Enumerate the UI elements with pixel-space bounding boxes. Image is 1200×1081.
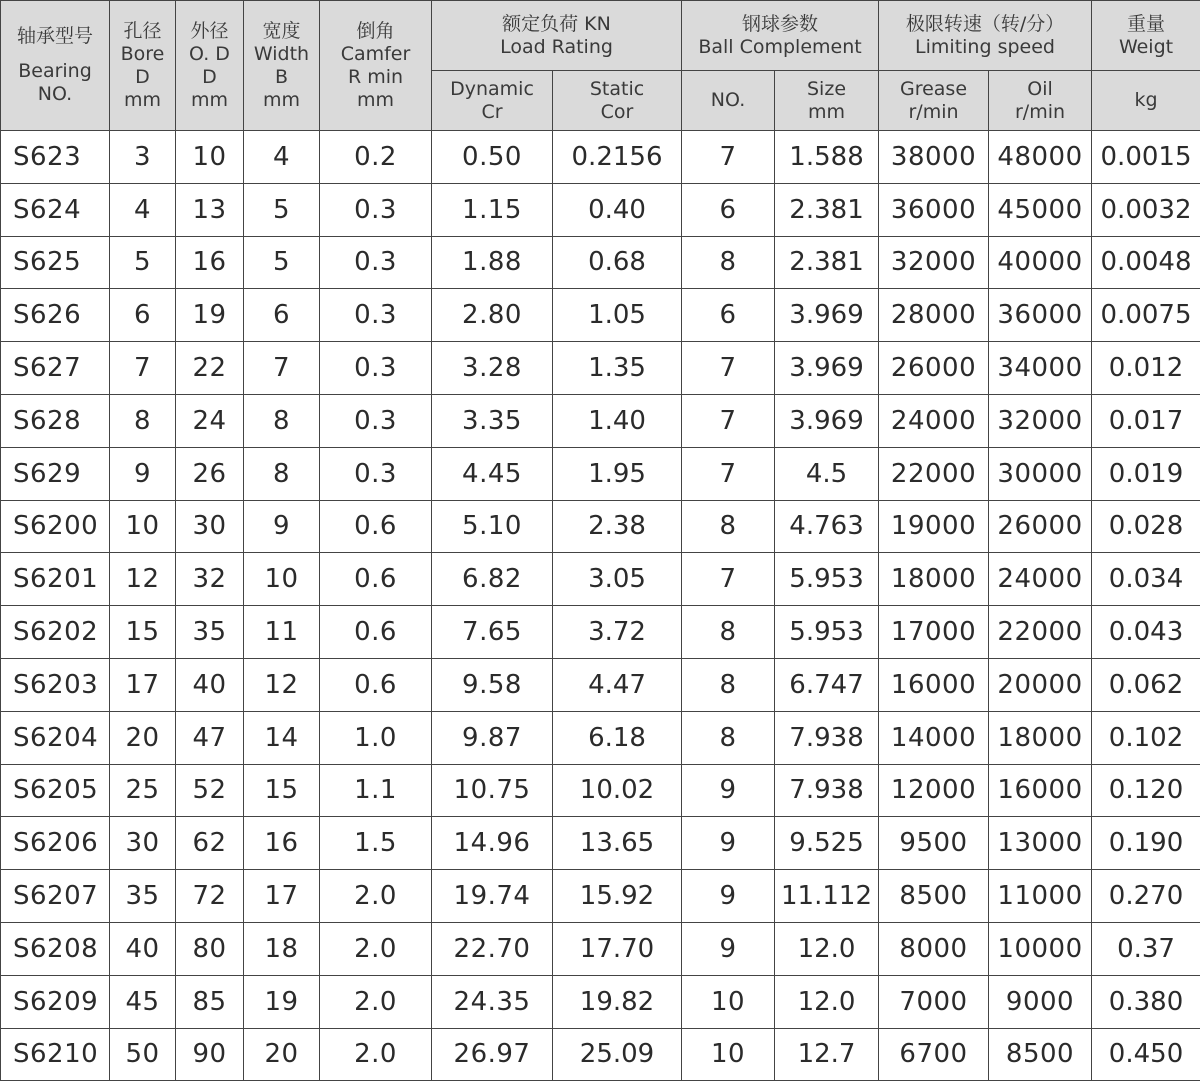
cell-ball-size: 1.588 (775, 131, 879, 184)
cell-oil-speed: 32000 (989, 394, 1092, 447)
cell-ball-count: 7 (682, 447, 775, 500)
cell-dynamic-load: 2.80 (432, 289, 553, 342)
cell-bearing-no: S626 (1, 289, 110, 342)
cell-dynamic-load: 24.35 (432, 975, 553, 1028)
cell-static-load: 19.82 (553, 975, 682, 1028)
cell-bore: 3 (110, 131, 176, 184)
cell-bearing-no: S6210 (1, 1028, 110, 1081)
header-limiting-speed: 极限转速（转/分） Limiting speed (879, 1, 1092, 71)
cell-outer-diameter: 72 (176, 870, 244, 923)
cell-grease-speed: 38000 (879, 131, 989, 184)
cell-ball-size: 12.0 (775, 975, 879, 1028)
table-row (1, 447, 1200, 500)
cell-chamfer: 2.0 (320, 1028, 432, 1081)
cell-bore: 7 (110, 342, 176, 395)
cell-width: 11 (244, 606, 320, 659)
header-grease: Grease r/min (879, 71, 989, 131)
cell-chamfer: 2.0 (320, 922, 432, 975)
cell-width: 17 (244, 870, 320, 923)
cell-chamfer: 0.3 (320, 342, 432, 395)
cell-outer-diameter: 90 (176, 1028, 244, 1081)
cell-oil-speed: 8500 (989, 1028, 1092, 1081)
cell-bore: 20 (110, 711, 176, 764)
cell-width: 8 (244, 394, 320, 447)
cell-static-load: 6.18 (553, 711, 682, 764)
cell-grease-speed: 19000 (879, 500, 989, 553)
cell-ball-count: 8 (682, 711, 775, 764)
cell-static-load: 0.68 (553, 236, 682, 289)
header-ball-complement: 钢球参数 Ball Complement (682, 1, 879, 71)
cell-outer-diameter: 80 (176, 922, 244, 975)
cell-bearing-no: S624 (1, 183, 110, 236)
cell-grease-speed: 6700 (879, 1028, 989, 1081)
table-row (1, 870, 1200, 923)
cell-width: 18 (244, 922, 320, 975)
cell-static-load: 1.35 (553, 342, 682, 395)
cell-ball-size: 7.938 (775, 764, 879, 817)
cell-grease-speed: 16000 (879, 658, 989, 711)
cell-weight: 0.062 (1092, 658, 1200, 711)
cell-weight: 0.380 (1092, 975, 1200, 1028)
cell-bore: 9 (110, 447, 176, 500)
cell-ball-size: 3.969 (775, 289, 879, 342)
cell-weight: 0.019 (1092, 447, 1200, 500)
header-weight: 重量 Weigt (1092, 1, 1200, 71)
cell-ball-count: 8 (682, 658, 775, 711)
cell-weight: 0.0015 (1092, 131, 1200, 184)
cell-static-load: 3.72 (553, 606, 682, 659)
cell-bore: 25 (110, 764, 176, 817)
cell-outer-diameter: 10 (176, 131, 244, 184)
cell-width: 8 (244, 447, 320, 500)
cell-ball-count: 7 (682, 131, 775, 184)
cell-bore: 5 (110, 236, 176, 289)
cell-dynamic-load: 26.97 (432, 1028, 553, 1081)
cell-ball-size: 12.7 (775, 1028, 879, 1081)
cell-weight: 0.190 (1092, 817, 1200, 870)
cell-dynamic-load: 3.28 (432, 342, 553, 395)
cell-grease-speed: 7000 (879, 975, 989, 1028)
table-row (1, 342, 1200, 395)
table-row (1, 183, 1200, 236)
cell-bearing-no: S623 (1, 131, 110, 184)
table-row (1, 606, 1200, 659)
cell-chamfer: 0.6 (320, 658, 432, 711)
cell-outer-diameter: 30 (176, 500, 244, 553)
cell-width: 9 (244, 500, 320, 553)
cell-bore: 45 (110, 975, 176, 1028)
cell-outer-diameter: 13 (176, 183, 244, 236)
cell-bearing-no: S6200 (1, 500, 110, 553)
cell-ball-size: 2.381 (775, 183, 879, 236)
cell-grease-speed: 8500 (879, 870, 989, 923)
cell-weight: 0.450 (1092, 1028, 1200, 1081)
cell-dynamic-load: 14.96 (432, 817, 553, 870)
cell-static-load: 15.92 (553, 870, 682, 923)
table-row (1, 553, 1200, 606)
cell-outer-diameter: 85 (176, 975, 244, 1028)
cell-ball-count: 7 (682, 342, 775, 395)
cell-oil-speed: 40000 (989, 236, 1092, 289)
cell-bore: 40 (110, 922, 176, 975)
cell-oil-speed: 9000 (989, 975, 1092, 1028)
cell-weight: 0.0032 (1092, 183, 1200, 236)
cell-grease-speed: 9500 (879, 817, 989, 870)
cell-width: 5 (244, 183, 320, 236)
cell-ball-count: 8 (682, 606, 775, 659)
cell-grease-speed: 12000 (879, 764, 989, 817)
table-row (1, 1028, 1200, 1081)
cell-chamfer: 0.3 (320, 394, 432, 447)
cell-bore: 15 (110, 606, 176, 659)
cell-ball-size: 12.0 (775, 922, 879, 975)
cell-ball-size: 3.969 (775, 394, 879, 447)
cell-ball-size: 9.525 (775, 817, 879, 870)
table-row (1, 236, 1200, 289)
cell-bore: 17 (110, 658, 176, 711)
cell-chamfer: 0.6 (320, 606, 432, 659)
cell-dynamic-load: 7.65 (432, 606, 553, 659)
table-row (1, 764, 1200, 817)
table-header (1, 1, 1200, 131)
cell-oil-speed: 18000 (989, 711, 1092, 764)
header-bearing-no: 轴承型号 Bearing NO. (1, 1, 110, 131)
cell-bearing-no: S6205 (1, 764, 110, 817)
header-bore: 孔径 Bore D mm (110, 1, 176, 131)
cell-bore: 10 (110, 500, 176, 553)
cell-weight: 0.37 (1092, 922, 1200, 975)
cell-bearing-no: S6201 (1, 553, 110, 606)
cell-outer-diameter: 26 (176, 447, 244, 500)
cell-grease-speed: 14000 (879, 711, 989, 764)
cell-static-load: 1.40 (553, 394, 682, 447)
cell-bearing-no: S6209 (1, 975, 110, 1028)
cell-width: 7 (244, 342, 320, 395)
cell-ball-size: 3.969 (775, 342, 879, 395)
cell-grease-speed: 24000 (879, 394, 989, 447)
cell-ball-count: 6 (682, 183, 775, 236)
cell-width: 12 (244, 658, 320, 711)
table-row (1, 658, 1200, 711)
cell-bearing-no: S6207 (1, 870, 110, 923)
cell-static-load: 25.09 (553, 1028, 682, 1081)
cell-ball-size: 7.938 (775, 711, 879, 764)
cell-dynamic-load: 9.58 (432, 658, 553, 711)
header-chamfer: 倒角 Camfer R min mm (320, 1, 432, 131)
cell-oil-speed: 11000 (989, 870, 1092, 923)
cell-weight: 0.012 (1092, 342, 1200, 395)
cell-static-load: 2.38 (553, 500, 682, 553)
header-load-rating: 额定负荷 KN Load Rating (432, 1, 682, 71)
table-row (1, 711, 1200, 764)
cell-oil-speed: 22000 (989, 606, 1092, 659)
cell-bearing-no: S6203 (1, 658, 110, 711)
cell-width: 16 (244, 817, 320, 870)
cell-ball-count: 9 (682, 817, 775, 870)
cell-width: 10 (244, 553, 320, 606)
header-width: 宽度 Width B mm (244, 1, 320, 131)
header-dynamic: Dynamic Cr (432, 71, 553, 131)
cell-ball-size: 5.953 (775, 606, 879, 659)
cell-bearing-no: S6208 (1, 922, 110, 975)
cell-weight: 0.034 (1092, 553, 1200, 606)
cell-outer-diameter: 19 (176, 289, 244, 342)
cell-ball-size: 5.953 (775, 553, 879, 606)
cell-static-load: 17.70 (553, 922, 682, 975)
cell-outer-diameter: 52 (176, 764, 244, 817)
cell-dynamic-load: 19.74 (432, 870, 553, 923)
cell-oil-speed: 20000 (989, 658, 1092, 711)
cell-chamfer: 0.6 (320, 553, 432, 606)
cell-ball-count: 9 (682, 922, 775, 975)
cell-width: 19 (244, 975, 320, 1028)
cell-outer-diameter: 40 (176, 658, 244, 711)
table-row (1, 394, 1200, 447)
cell-static-load: 1.05 (553, 289, 682, 342)
cell-grease-speed: 17000 (879, 606, 989, 659)
cell-static-load: 10.02 (553, 764, 682, 817)
cell-static-load: 13.65 (553, 817, 682, 870)
cell-weight: 0.0048 (1092, 236, 1200, 289)
cell-chamfer: 1.0 (320, 711, 432, 764)
cell-dynamic-load: 3.35 (432, 394, 553, 447)
cell-oil-speed: 24000 (989, 553, 1092, 606)
cell-chamfer: 0.3 (320, 183, 432, 236)
cell-oil-speed: 10000 (989, 922, 1092, 975)
cell-dynamic-load: 9.87 (432, 711, 553, 764)
cell-oil-speed: 13000 (989, 817, 1092, 870)
header-weight-unit: kg (1092, 71, 1200, 131)
cell-outer-diameter: 16 (176, 236, 244, 289)
cell-dynamic-load: 4.45 (432, 447, 553, 500)
cell-width: 5 (244, 236, 320, 289)
cell-grease-speed: 28000 (879, 289, 989, 342)
cell-oil-speed: 48000 (989, 131, 1092, 184)
cell-chamfer: 1.1 (320, 764, 432, 817)
cell-width: 6 (244, 289, 320, 342)
header-outer-diameter: 外径 O. D D mm (176, 1, 244, 131)
cell-ball-count: 7 (682, 394, 775, 447)
cell-dynamic-load: 1.88 (432, 236, 553, 289)
cell-outer-diameter: 62 (176, 817, 244, 870)
cell-bearing-no: S6206 (1, 817, 110, 870)
table-row (1, 817, 1200, 870)
table-body (1, 131, 1200, 1081)
cell-bore: 12 (110, 553, 176, 606)
cell-static-load: 0.40 (553, 183, 682, 236)
cell-ball-count: 10 (682, 1028, 775, 1081)
cell-chamfer: 2.0 (320, 870, 432, 923)
cell-ball-count: 7 (682, 553, 775, 606)
cell-oil-speed: 36000 (989, 289, 1092, 342)
cell-dynamic-load: 1.15 (432, 183, 553, 236)
cell-ball-size: 4.763 (775, 500, 879, 553)
cell-outer-diameter: 32 (176, 553, 244, 606)
cell-width: 20 (244, 1028, 320, 1081)
cell-bore: 50 (110, 1028, 176, 1081)
cell-chamfer: 2.0 (320, 975, 432, 1028)
table-row (1, 131, 1200, 184)
cell-chamfer: 0.6 (320, 500, 432, 553)
cell-weight: 0.270 (1092, 870, 1200, 923)
cell-ball-count: 8 (682, 236, 775, 289)
cell-weight: 0.017 (1092, 394, 1200, 447)
cell-ball-size: 11.112 (775, 870, 879, 923)
cell-bore: 6 (110, 289, 176, 342)
header-ball-no: NO. (682, 71, 775, 131)
cell-weight: 0.028 (1092, 500, 1200, 553)
cell-chamfer: 0.2 (320, 131, 432, 184)
cell-grease-speed: 22000 (879, 447, 989, 500)
cell-bearing-no: S6204 (1, 711, 110, 764)
cell-dynamic-load: 5.10 (432, 500, 553, 553)
cell-dynamic-load: 0.50 (432, 131, 553, 184)
cell-ball-size: 4.5 (775, 447, 879, 500)
cell-weight: 0.0075 (1092, 289, 1200, 342)
cell-width: 15 (244, 764, 320, 817)
cell-grease-speed: 36000 (879, 183, 989, 236)
header-static: Static Cor (553, 71, 682, 131)
cell-ball-count: 8 (682, 500, 775, 553)
cell-oil-speed: 45000 (989, 183, 1092, 236)
cell-bore: 30 (110, 817, 176, 870)
cell-grease-speed: 26000 (879, 342, 989, 395)
cell-grease-speed: 32000 (879, 236, 989, 289)
cell-weight: 0.043 (1092, 606, 1200, 659)
cell-bearing-no: S629 (1, 447, 110, 500)
cell-static-load: 0.2156 (553, 131, 682, 184)
cell-bearing-no: S6202 (1, 606, 110, 659)
cell-grease-speed: 18000 (879, 553, 989, 606)
cell-bearing-no: S625 (1, 236, 110, 289)
cell-oil-speed: 16000 (989, 764, 1092, 817)
cell-oil-speed: 34000 (989, 342, 1092, 395)
cell-grease-speed: 8000 (879, 922, 989, 975)
table-row (1, 500, 1200, 553)
cell-outer-diameter: 24 (176, 394, 244, 447)
cell-ball-count: 6 (682, 289, 775, 342)
cell-bearing-no: S627 (1, 342, 110, 395)
cell-outer-diameter: 22 (176, 342, 244, 395)
cell-chamfer: 0.3 (320, 447, 432, 500)
cell-ball-size: 6.747 (775, 658, 879, 711)
cell-ball-size: 2.381 (775, 236, 879, 289)
cell-bearing-no: S628 (1, 394, 110, 447)
table-row (1, 975, 1200, 1028)
cell-width: 14 (244, 711, 320, 764)
cell-dynamic-load: 10.75 (432, 764, 553, 817)
cell-bore: 35 (110, 870, 176, 923)
cell-oil-speed: 30000 (989, 447, 1092, 500)
cell-static-load: 4.47 (553, 658, 682, 711)
cell-dynamic-load: 6.82 (432, 553, 553, 606)
table-row (1, 922, 1200, 975)
cell-outer-diameter: 35 (176, 606, 244, 659)
cell-bore: 4 (110, 183, 176, 236)
cell-dynamic-load: 22.70 (432, 922, 553, 975)
cell-chamfer: 0.3 (320, 236, 432, 289)
cell-static-load: 3.05 (553, 553, 682, 606)
cell-bore: 8 (110, 394, 176, 447)
cell-oil-speed: 26000 (989, 500, 1092, 553)
cell-chamfer: 1.5 (320, 817, 432, 870)
cell-outer-diameter: 47 (176, 711, 244, 764)
cell-chamfer: 0.3 (320, 289, 432, 342)
cell-ball-count: 10 (682, 975, 775, 1028)
cell-static-load: 1.95 (553, 447, 682, 500)
cell-weight: 0.120 (1092, 764, 1200, 817)
header-ball-size: Size mm (775, 71, 879, 131)
cell-weight: 0.102 (1092, 711, 1200, 764)
cell-ball-count: 9 (682, 870, 775, 923)
cell-width: 4 (244, 131, 320, 184)
table-row (1, 289, 1200, 342)
cell-ball-count: 9 (682, 764, 775, 817)
header-oil: Oil r/min (989, 71, 1092, 131)
